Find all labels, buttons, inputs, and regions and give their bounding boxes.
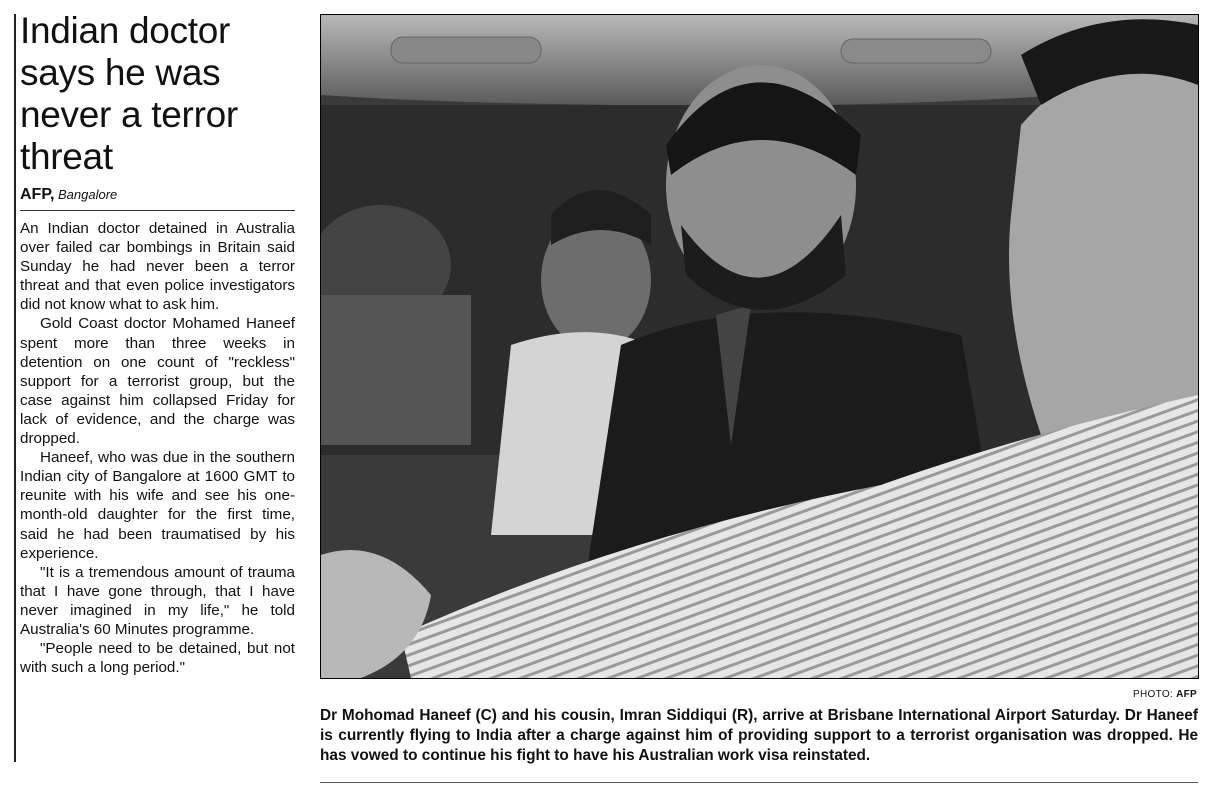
photo-credit-label: PHOTO: — [1133, 689, 1173, 700]
paragraph: Haneef, who was due in the southern Indian city of Bangalore at 1600 GMT to reunite with his wife and see his one-month-old daughter for the first time, said he had been traumatised by his experience. — [20, 449, 295, 562]
column-rule — [14, 14, 16, 762]
paragraph: "It is a tremendous amount of trauma that I have gone through, that I have never imagined in my life," he told Australia's 60 Minutes programme. — [20, 563, 295, 638]
bottom-rule — [320, 782, 1198, 783]
photo-credit — [1133, 689, 1197, 700]
news-photo — [320, 14, 1199, 679]
paragraph: Gold Coast doctor Mohamed Haneef spent more than three weeks in detention on one count of "reckless" support for a terrorist group, but the case against him collapsed Friday for lack of evidence, and the charge was dropped. — [20, 315, 295, 448]
byline — [20, 186, 295, 211]
article — [20, 10, 295, 677]
paragraph: "People need to be detained, but not with such a long period." — [20, 640, 295, 677]
photo-credit-agency: AFP — [1176, 689, 1197, 700]
byline-place: Bangalore — [58, 187, 118, 202]
photo-caption: Dr Mohomad Haneef (C) and his cousin, Imran Siddiqui (R), arrive at Brisbane International Airport Saturday. Dr Haneef is currently flying to India after a charge against him of providing support to a terrorist organisation was dropped. He has vowed to continue his fight to have his Australian work visa reinstated. — [320, 707, 1198, 764]
headline: Indian doctor says he was never a terror threat — [20, 10, 238, 177]
photo-illustration — [321, 15, 1198, 678]
paragraph: An Indian doctor detained in Australia over failed car bombings in Britain said Sunday he had never been a terror threat and that even police investigators did not know what to ask him. — [20, 220, 295, 314]
article-body — [20, 219, 295, 677]
byline-agency: AFP, — [20, 186, 55, 203]
